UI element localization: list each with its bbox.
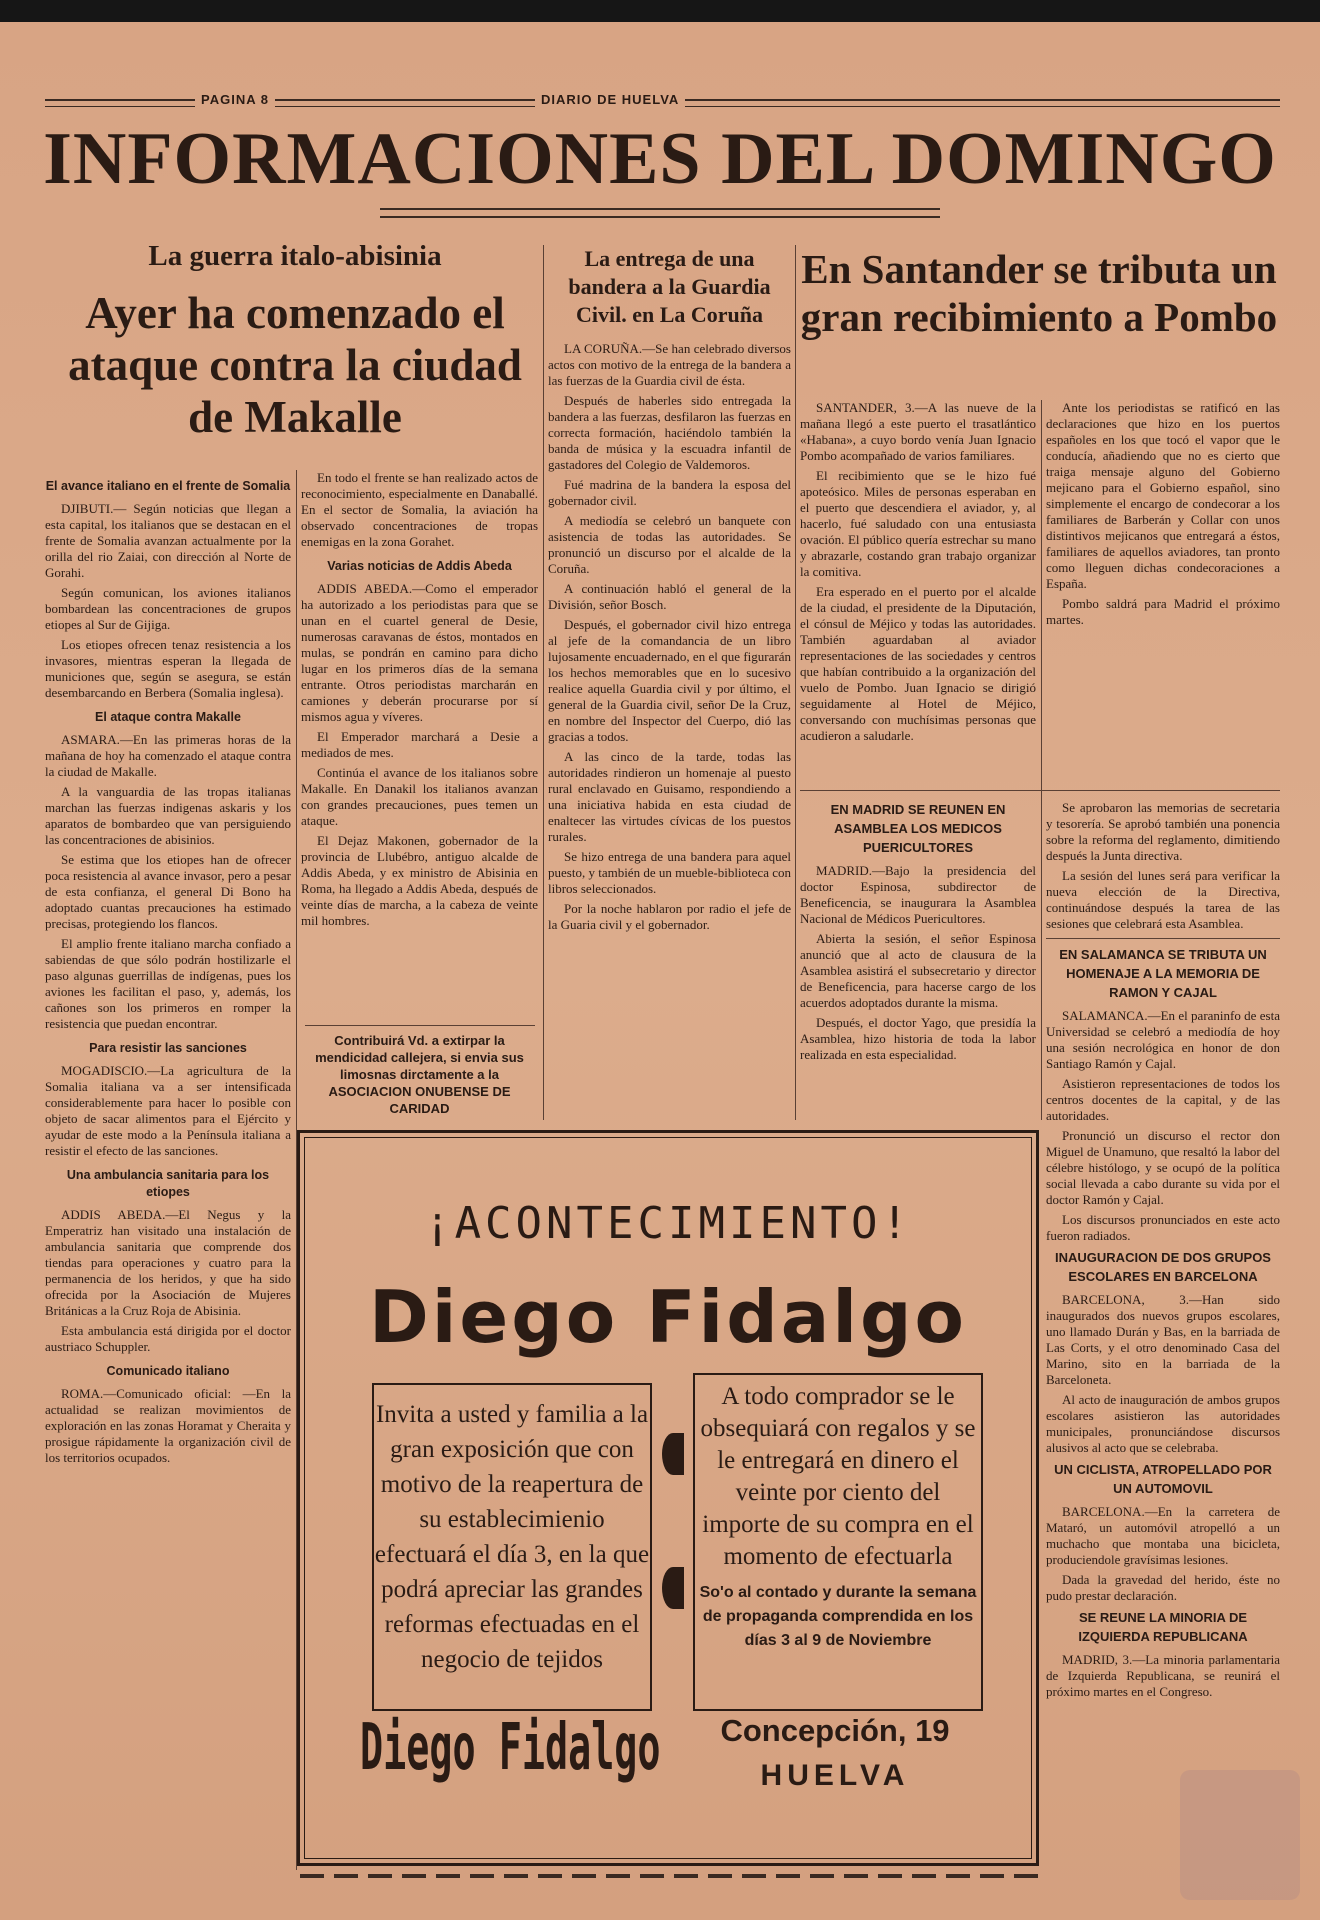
article-paragraph: Por la noche hablaron por radio el jefe de la Guaria civil y el gobernador.: [548, 901, 791, 932]
article-paragraph: DJIBUTI.— Según noticias que llegan a esta capital, los italianos que se destacan en el frente de Somalia avanzan actualmente por la orilla del rio Zaiai, con dirección al Norte de Gorahi.: [45, 501, 291, 580]
masthead: INFORMACIONES DEL DOMINGO: [43, 118, 1277, 200]
subhead-makalle: El ataque contra Makalle: [95, 710, 241, 724]
article-paragraph: MADRID, 3.—La minoria parlamentaria de Izquierda Republicana, se reunirá el próximo martes en el Congreso.: [1046, 1652, 1280, 1699]
article-paragraph: SANTANDER, 3.—A las nueve de la mañana llegó a este puerto el trasatlántico «Habana», a cuyo bordo venía Juan Ignacio Pombo acompañado de varios familiares.: [800, 400, 1036, 463]
article-paragraph: La sesión del lunes será para verificar la nueva elección de la Directiva, continuándose después la tarea de las sesiones que celebrará esta Asamblea.: [1046, 868, 1280, 931]
article-paragraph: El amplio frente italiano marcha confiado a sabiendas de que sólo podrán hostilizarle el paso algunas guerrillas de indígenas, pues los aviones les facilitan el paso, y, además, los cañones son los primeros en romper la resistencia que puedan encontrar.: [45, 936, 291, 1031]
ad-invitation-text: Invita a usted y familia a la gran exposición que con motivo de la reapertura de su establecimienio efectuará el día 3, en la que podrá apreciar las grandes reformas efectuadas en el negocio de tejidos: [374, 1401, 650, 1673]
column-5: [1046, 400, 1280, 780]
article-paragraph: A continuación habló el general de la División, señor Bosch.: [548, 581, 791, 612]
column-divider: [543, 245, 544, 1120]
article-paragraph: Después, el doctor Yago, que presidía la Asamblea, hizo historia de toda la labor realizada en esta especialidad.: [800, 1015, 1036, 1062]
ad-offer-conditions: So'o al contado y durante la semana de propaganda comprendida en los días 3 al 9 de Noviembre: [699, 1584, 977, 1649]
section-rule: [800, 790, 1280, 791]
italo-abyssinian-headline-block: [45, 240, 545, 475]
article-paragraph: ROMA.—Comunicado oficial: —En la actualidad se realizan movimientos de exploración en las zonas Horamat y Cheraita y prosigue rápidamente la organización civil de los territorios ocupados.: [45, 1386, 291, 1465]
article-paragraph: Dada la gravedad del herido, éste no pudo prestar declaración.: [1046, 1572, 1280, 1603]
article-paragraph: A las cinco de la tarde, todas las autoridades rindieron un homenaje al puesto rural enclavado en Guisamo, respondiendo a una iniciativa habida en esta ciudad de enaltecer las virtudes cívicas de los puestos rurales.: [548, 749, 791, 844]
article-paragraph: Los discursos pronunciados en este acto fueron radiados.: [1046, 1212, 1280, 1243]
article-paragraph: ASMARA.—En las primeras horas de la mañana de hoy ha comenzado el ataque contra la ciudad de Makalle.: [45, 732, 291, 779]
charity-rule: [305, 1025, 535, 1026]
article-paragraph: Era esperado en el puerto por el alcalde de la ciudad, el presidente de la Diputación, el cónsul de Méjico y todas las autoridades. También aguardaban al aviador representaciones de las sociedades y centros que habían contribuido a la organización del vuelo de Pombo. Juan Ignacio se dirigió seguidamente al Hotel de Méjico, conversando con muchísimas personas que acudieron a saludarle.: [800, 584, 1036, 743]
article-paragraph: El Dejaz Makonen, gobernador de la provincia de Llubébro, antiguo alcalde de Addis Abeda, y ex ministro de Abisinia en Roma, ha llegado a Addis Abeda, después de veinte días de marcha, a la cabeza de veinte mil hombres.: [301, 833, 538, 928]
column-divider: [1041, 400, 1042, 1120]
article-paragraph: ADDIS ABEDA.—El Negus y la Emperatriz han visitado una instalación de ambulancia sanitaria que comprende dos tiendas para operaciones y cuatro para la permanencia de los heridos, y que ha sido ofrecida por la Asociación de Mujeres Británicas a la Cruz Roja de Abisinia.: [45, 1207, 291, 1318]
column-6: [1046, 800, 1280, 1890]
charity-notice: Contribuirá Vd. a extirpar la mendicidad callejera, si envia sus limosnas dirctamente a la ASOCIACION ONUBENSE DE CARIDAD: [315, 1033, 524, 1116]
article-paragraph: Se hizo entrega de una bandera para aquel puesto, y también de un mueble-biblioteca con libros seleccionados.: [548, 849, 791, 896]
article-paragraph: MOGADISCIO.—La agricultura de la Somalia italiana va a ser intensificada considerablemente para hacer lo posible con objeto de sacar alimentos para el Ejército y ayudar de este modo a la Península italiana a resistir el efecto de las sanciones.: [45, 1063, 291, 1158]
ad-ornament-icon: [662, 1567, 684, 1609]
article-paragraph: Pombo saldrá para Madrid el próximo martes.: [1046, 596, 1280, 627]
article-paragraph: Al acto de inauguración de ambos grupos escolares asistieron las autoridades municipales, pronunciándose discursos alusivos al acto que se celebraba.: [1046, 1392, 1280, 1455]
column-2: [301, 470, 538, 1120]
ad-event-title: ¡ACONTECIMIENTO!: [424, 1198, 912, 1249]
madrid-article: [800, 800, 1036, 1120]
bottom-dashed-rule: [300, 1874, 1040, 1878]
subhead-sanciones: Para resistir las sanciones: [89, 1041, 247, 1055]
ad-footer-name: Diego Fidalgo: [360, 1711, 661, 1785]
madrid-headline: EN MADRID SE REUNEN EN ASAMBLEA LOS MEDICOS PUERICULTORES: [830, 802, 1006, 855]
top-border: [0, 0, 1320, 22]
article-paragraph: Según comunican, los aviones italianos bombardean las concentraciones de grupos etiopes al Sur de Gijiga.: [45, 585, 291, 632]
ad-address: Concepción, 19: [720, 1713, 950, 1748]
archive-watermark: [1180, 1770, 1300, 1900]
ad-ornament-icon: [662, 1433, 684, 1475]
article-paragraph: Asistieron representaciones de todos los centros docentes de la capital, y de las autoridades.: [1046, 1076, 1280, 1123]
article-paragraph: Ante los periodistas se ratificó en las declaraciones que hizo en los puertos españoles en los que tocó el vapor que le conducía, añadiendo que no es cierto que traiga mensaje alguno del Gobierno mejicano para el Gobierno español, sino simplemente el encargo de condecorar a los familiares de Barberán y Collar con unos distintivos mejicanos que entregará a éstos, familiares de aquellos aviadores, tan pronto como lleguen dichas condecoraciones a España.: [1046, 400, 1280, 591]
subhead-addis-abeda: Varias noticias de Addis Abeda: [327, 559, 512, 573]
article-paragraph: En todo el frente se han realizado actos de reconocimiento, especialmente en Danaballé. En el sector de Somalia, la aviación ha observado concentraciones de tropas enemigas en la zona Gorahet.: [301, 470, 538, 549]
article-paragraph: Fué madrina de la bandera la esposa del gobernador civil.: [548, 477, 791, 508]
article-paragraph: MADRID.—Bajo la presidencia del doctor Espinosa, subdirector de Beneficencia, se inaugurara la Asamblea Nacional de Médicos Puericultores.: [800, 863, 1036, 926]
newspaper-name: DIARIO DE HUELVA: [535, 92, 685, 107]
article-paragraph: SALAMANCA.—En el paraninfo de esta Universidad se celebró a mediodía de hoy una sesión necrológica en honor de don Santiago Ramón y Cajal.: [1046, 1008, 1280, 1071]
article-paragraph: Abierta la sesión, el señor Espinosa anunció que al acto de clausura de la Asamblea asistirá el subsecretario y director de Beneficencia, para hacerse cargo de los acuerdos adoptados durante la misma.: [800, 931, 1036, 1010]
article-paragraph: Esta ambulancia está dirigida por el doctor austriaco Schuppler.: [45, 1323, 291, 1354]
page-header: [45, 92, 1280, 110]
article-paragraph: Se estima que los etiopes han de ofrecer poca resistencia al avance invasor, pero a pesar de esta confianza, el general Di Bono ha adoptado cuantas precauciones ha estimado precisas, protegiendo los flancos.: [45, 852, 291, 931]
article-paragraph: A la vanguardia de las tropas italianas marchan las fuerzas indigenas askaris y los aparatos de bombardeo que van persiguiendo las concentraciones de abisinios.: [45, 784, 291, 847]
article-paragraph: Los etiopes ofrecen tenaz resistencia a los invasores, mientras esperan la llegada de municiones que, según se asegura, se están desembarcando en Berbera (Somalia inglesa).: [45, 637, 291, 700]
kicker-title: La guerra italo-abisinia: [148, 240, 442, 272]
subhead-ambulancia: Una ambulancia sanitaria para los etiopes: [66, 1168, 270, 1199]
cyclist-headline: UN CICLISTA, ATROPELLADO POR UN AUTOMOVIL: [1054, 1462, 1272, 1496]
article-paragraph: Se aprobaron las memorias de secretaria y tesorería. Se aprobó también una ponencia sobre la reforma del reglamento, dimitiendo después la Junta directiva.: [1046, 800, 1280, 863]
article-paragraph: Continúa el avance de los italianos sobre Makalle. En Danakil los italianos avanzan con grandes precauciones, pues temen un ataque.: [301, 765, 538, 828]
article-paragraph: BARCELONA, 3.—Han sido inaugurados dos nuevos grupos escolares, uno llamado Durán y Bas, en la barriada de Las Corts, y el otro denominado Casa del Marino, sito en la barriada de la Barceloneta.: [1046, 1292, 1280, 1387]
article-paragraph: LA CORUÑA.—Se han celebrado diversos actos con motivo de la entrega de la bandera a las fuerzas de la Guardia civil de ésta.: [548, 341, 791, 388]
article-paragraph: Pronunció un discurso el rector don Miguel de Unamuno, que resaltó la labor del célebre histólogo, y se ocupó de la política social llevada a cabo durante su vida por el doctor Ramón y Cajal.: [1046, 1128, 1280, 1207]
article-paragraph: Después, el gobernador civil hizo entrega al jefe de la comandancia de un libro lujosamente encuadernado, en el que figurarán los hechos memorables que en lo sucesivo realice aquella Guardia civil y por último, el general de la Guardia civil, señor De la Cruz, en nombre del Inspector del Cuerpo, dió las gracias a todos.: [548, 617, 791, 744]
ad-invitation-box: [372, 1383, 652, 1711]
article-paragraph: El Emperador marchará a Desie a mediados de mes.: [301, 729, 538, 760]
ad-city: HUELVA: [760, 1759, 910, 1792]
ad-store-name: Diego Fidalgo: [368, 1275, 968, 1359]
article-paragraph: BARCELONA.—En la carretera de Mataró, un automóvil atropelló a un muchacho que montaba una bicicleta, produciendole gravísimas lesiones.: [1046, 1504, 1280, 1567]
ad-offer-box: [693, 1373, 983, 1711]
page-number: PAGINA 8: [195, 92, 275, 107]
article-paragraph: ADDIS ABEDA.—Como el emperador ha autorizado a los periodistas para que se unan en el cuartel general de Desie, numerosas caravanas de éstos, montados en mulas, se pondrán en camino para dicho lugar en los primeros días de la semana entrante. Otros periodistas marcharán en camiones y deberán procurarse por sí mismos agua y víveres.: [301, 581, 538, 724]
column-4: [800, 400, 1036, 780]
guardia-civil-headline: La entrega de una bandera a la Guardia Civil. en La Coruña: [568, 246, 771, 327]
article-paragraph: El recibimiento que se le hizo fué apoteósico. Miles de personas esperaban en el puerto que descendiera el aviador, y, al hacerlo, fué saludado con una entusiasta ovación. El público quería estrechar su mano y abrazarle, costando gran trabajo organizar la comitiva.: [800, 468, 1036, 579]
barcelona-schools-headline: INAUGURACION DE DOS GRUPOS ESCOLARES EN BARCELONA: [1055, 1250, 1271, 1284]
article-paragraph: A mediodía se celebró un banquete con asistencia de todas las autoridades. Se pronunció un discurso por el alcalde de la Coruña.: [548, 513, 791, 576]
izquierda-headline: SE REUNE LA MINORIA DE IZQUIERDA REPUBLICANA: [1078, 1610, 1248, 1644]
santander-headline: En Santander se tributa un gran recibimiento a Pombo: [800, 246, 1278, 340]
section-rule: [1046, 938, 1280, 939]
column-3: [548, 245, 791, 1120]
makalle-headline: Ayer ha comenzado el ataque contra la ciudad de Makalle: [68, 288, 522, 442]
diego-fidalgo-advertisement: [297, 1130, 1039, 1866]
article-paragraph: Después de haberles sido entregada la bandera a las fuerzas, desfilaron las fuerzas en correcta formación, haciéndolo también la banda de música y la escuadra infantil de gastadores del Colegio de Valdemoros.: [548, 393, 791, 472]
column-divider: [795, 245, 796, 1120]
ad-offer-text: A todo comprador se le obsequiará con regalos y se le entregará en dinero el veinte por ciento del importe de su compra en el momento de efectuarla: [700, 1383, 976, 1570]
masthead-rule: [380, 208, 940, 218]
subhead-comunicado: Comunicado italiano: [106, 1364, 230, 1378]
salamanca-headline: EN SALAMANCA SE TRIBUTA UN HOMENAJE A LA MEMORIA DE RAMON Y CAJAL: [1059, 947, 1267, 1000]
subhead-somalia: El avance italiano en el frente de Somalia: [45, 479, 291, 493]
column-1: [45, 470, 291, 1880]
